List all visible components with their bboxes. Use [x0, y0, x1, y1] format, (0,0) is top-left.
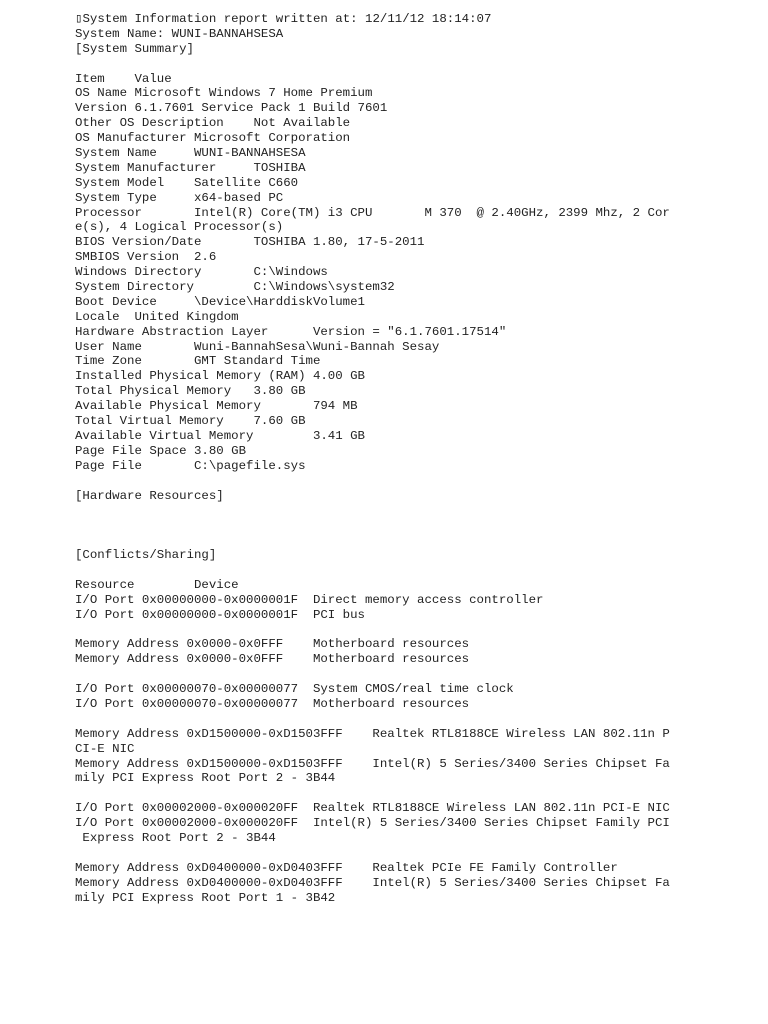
report-line: Total Physical Memory 3.80 GB: [75, 384, 306, 399]
report-line: Memory Address 0xD1500000-0xD1503FFF Realtek RTL8188CE Wireless LAN 802.11n P: [75, 726, 670, 741]
report-line: System Name: WUNI-BANNAHSESA: [75, 26, 284, 41]
report-line: Available Virtual Memory 3.41 GB: [75, 428, 365, 443]
blank-line: [75, 786, 765, 801]
report-line: I/O Port 0x00000070-0x00000077 System CMOS/real time clock: [75, 682, 514, 697]
report-line: e(s), 4 Logical Processor(s): [75, 220, 284, 235]
report-line: Version 6.1.7601 Service Pack 1 Build 7601: [75, 101, 388, 116]
report-line: SMBIOS Version 2.6: [75, 250, 217, 265]
report-line: I/O Port 0x00000070-0x00000077 Motherboard resources: [75, 696, 470, 711]
report-line: [Conflicts/Sharing]: [75, 548, 217, 563]
report-line: Processor Intel(R) Core(TM) i3 CPU M 370 @ 2.40GHz, 2399 Mhz, 2 Cor: [75, 205, 670, 220]
report-line: ▯System Information report written at: 12/11/12 18:14:07: [75, 12, 492, 26]
report-line: Time Zone GMT Standard Time: [75, 354, 321, 369]
report-line: BIOS Version/Date TOSHIBA 1.80, 17-5-2011: [75, 235, 425, 250]
report-line: Item Value: [75, 71, 172, 86]
report-line: OS Name Microsoft Windows 7 Home Premium: [75, 86, 373, 101]
blank-line: [75, 57, 765, 72]
report-line: Memory Address 0x0000-0x0FFF Motherboard resources: [75, 652, 470, 667]
report-line: Resource Device: [75, 577, 239, 592]
report-line: Memory Address 0xD1500000-0xD1503FFF Intel(R) 5 Series/3400 Series Chipset Fa: [75, 756, 670, 771]
report-line: Locale United Kingdom: [75, 309, 239, 324]
blank-line: [75, 846, 765, 861]
report-line: Available Physical Memory 794 MB: [75, 399, 358, 414]
report-line: Windows Directory C:\Windows: [75, 265, 328, 280]
report-line: System Manufacturer TOSHIBA: [75, 160, 306, 175]
report-line: Boot Device \Device\HarddiskVolume1: [75, 294, 365, 309]
system-info-report: [75, 12, 765, 905]
report-line: OS Manufacturer Microsoft Corporation: [75, 131, 351, 146]
report-line: Page File C:\pagefile.sys: [75, 458, 306, 473]
report-line: [System Summary]: [75, 41, 194, 56]
report-line: System Model Satellite C660: [75, 175, 299, 190]
report-line: Memory Address 0xD0400000-0xD0403FFF Realtek PCIe FE Family Controller: [75, 860, 618, 875]
report-line: I/O Port 0x00002000-0x000020FF Intel(R) 5 Series/3400 Series Chipset Family PCI: [75, 816, 670, 831]
blank-line: [75, 712, 765, 727]
blank-line: [75, 623, 765, 638]
report-line: mily PCI Express Root Port 1 - 3B42: [75, 890, 336, 905]
report-line: User Name Wuni-BannahSesa\Wuni-Bannah Sesay: [75, 339, 440, 354]
report-line: System Type x64-based PC: [75, 190, 284, 205]
report-line: I/O Port 0x00000000-0x0000001F Direct memory access controller: [75, 592, 544, 607]
report-line: System Name WUNI-BANNAHSESA: [75, 146, 306, 161]
blank-line: [75, 474, 765, 489]
report-line: I/O Port 0x00002000-0x000020FF Realtek RTL8188CE Wireless LAN 802.11n PCI-E NIC: [75, 801, 670, 816]
blank-line: [75, 533, 765, 548]
report-line: [Hardware Resources]: [75, 488, 224, 503]
report-line: Page File Space 3.80 GB: [75, 443, 247, 458]
report-line: Other OS Description Not Available: [75, 116, 351, 131]
report-line: CI-E NIC: [75, 741, 135, 756]
blank-line: [75, 518, 765, 533]
blank-line: [75, 667, 765, 682]
report-line: System Directory C:\Windows\system32: [75, 280, 395, 295]
report-line: Installed Physical Memory (RAM) 4.00 GB: [75, 369, 365, 384]
report-line: Total Virtual Memory 7.60 GB: [75, 414, 306, 429]
blank-line: [75, 503, 765, 518]
report-line: Express Root Port 2 - 3B44: [75, 830, 276, 845]
report-line: I/O Port 0x00000000-0x0000001F PCI bus: [75, 607, 365, 622]
report-line: mily PCI Express Root Port 2 - 3B44: [75, 771, 336, 786]
report-line: Memory Address 0xD0400000-0xD0403FFF Intel(R) 5 Series/3400 Series Chipset Fa: [75, 875, 670, 890]
blank-line: [75, 563, 765, 578]
report-line: Memory Address 0x0000-0x0FFF Motherboard resources: [75, 637, 470, 652]
report-line: Hardware Abstraction Layer Version = "6.1.7601.17514": [75, 324, 507, 339]
